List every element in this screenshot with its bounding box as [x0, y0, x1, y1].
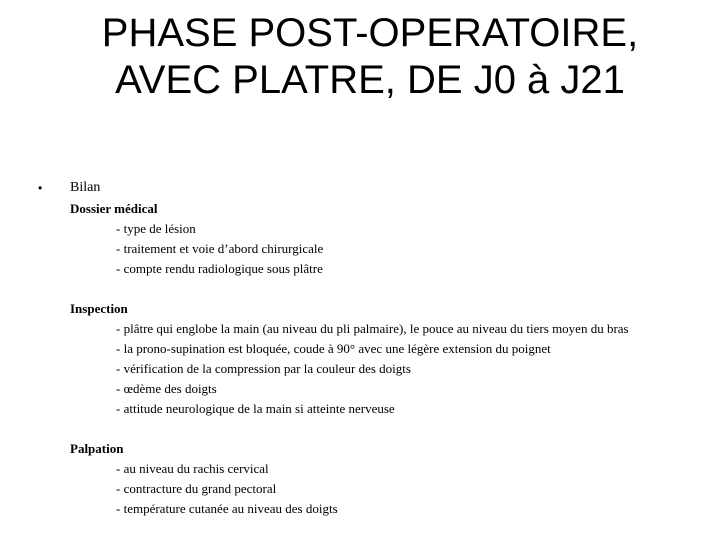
list-item: - vérification de la compression par la couleur des doigts [116, 361, 411, 376]
slide-title-line-1: PHASE POST-OPERATOIRE, [101, 11, 639, 55]
section-dossier-medical [70, 199, 710, 279]
list-item: - compte rendu radiologique sous plâtre [116, 261, 323, 276]
slide-title-line-2: AVEC PLATRE, DE J0 à J21 [115, 58, 625, 102]
list-item: - type de lésion [116, 221, 196, 236]
list-item: - œdème des doigts [116, 381, 217, 396]
list-item: - attitude neurologique de la main si atteinte nerveuse [116, 401, 395, 416]
list-item: - au niveau du rachis cervical [116, 461, 269, 476]
section-palpation [70, 439, 710, 519]
section-inspection [70, 299, 710, 419]
list-item: - température cutanée au niveau des doigts [116, 501, 338, 516]
dossier-item-list [70, 219, 710, 279]
list-item: - contracture du grand pectoral [116, 481, 277, 496]
slide-body [70, 178, 710, 519]
section-heading-inspection: Inspection [70, 301, 128, 316]
section-heading-palpation: Palpation [70, 441, 124, 456]
spacer [70, 419, 710, 439]
bullet-icon: • [38, 181, 43, 195]
section-heading-dossier: Dossier médical [70, 201, 158, 216]
spacer [70, 279, 710, 299]
main-heading: Bilan [70, 180, 101, 195]
list-item: - la prono-supination est bloquée, coude à 90° avec une légère extension du poignet [116, 341, 551, 356]
list-item: - plâtre qui englobe la main (au niveau du pli palmaire), le pouce au niveau du tiers moyen du bras [116, 321, 629, 336]
palpation-item-list [70, 459, 710, 519]
list-item: - traitement et voie d’abord chirurgicale [116, 241, 324, 256]
slide-title [40, 10, 700, 104]
inspection-item-list [70, 319, 710, 419]
